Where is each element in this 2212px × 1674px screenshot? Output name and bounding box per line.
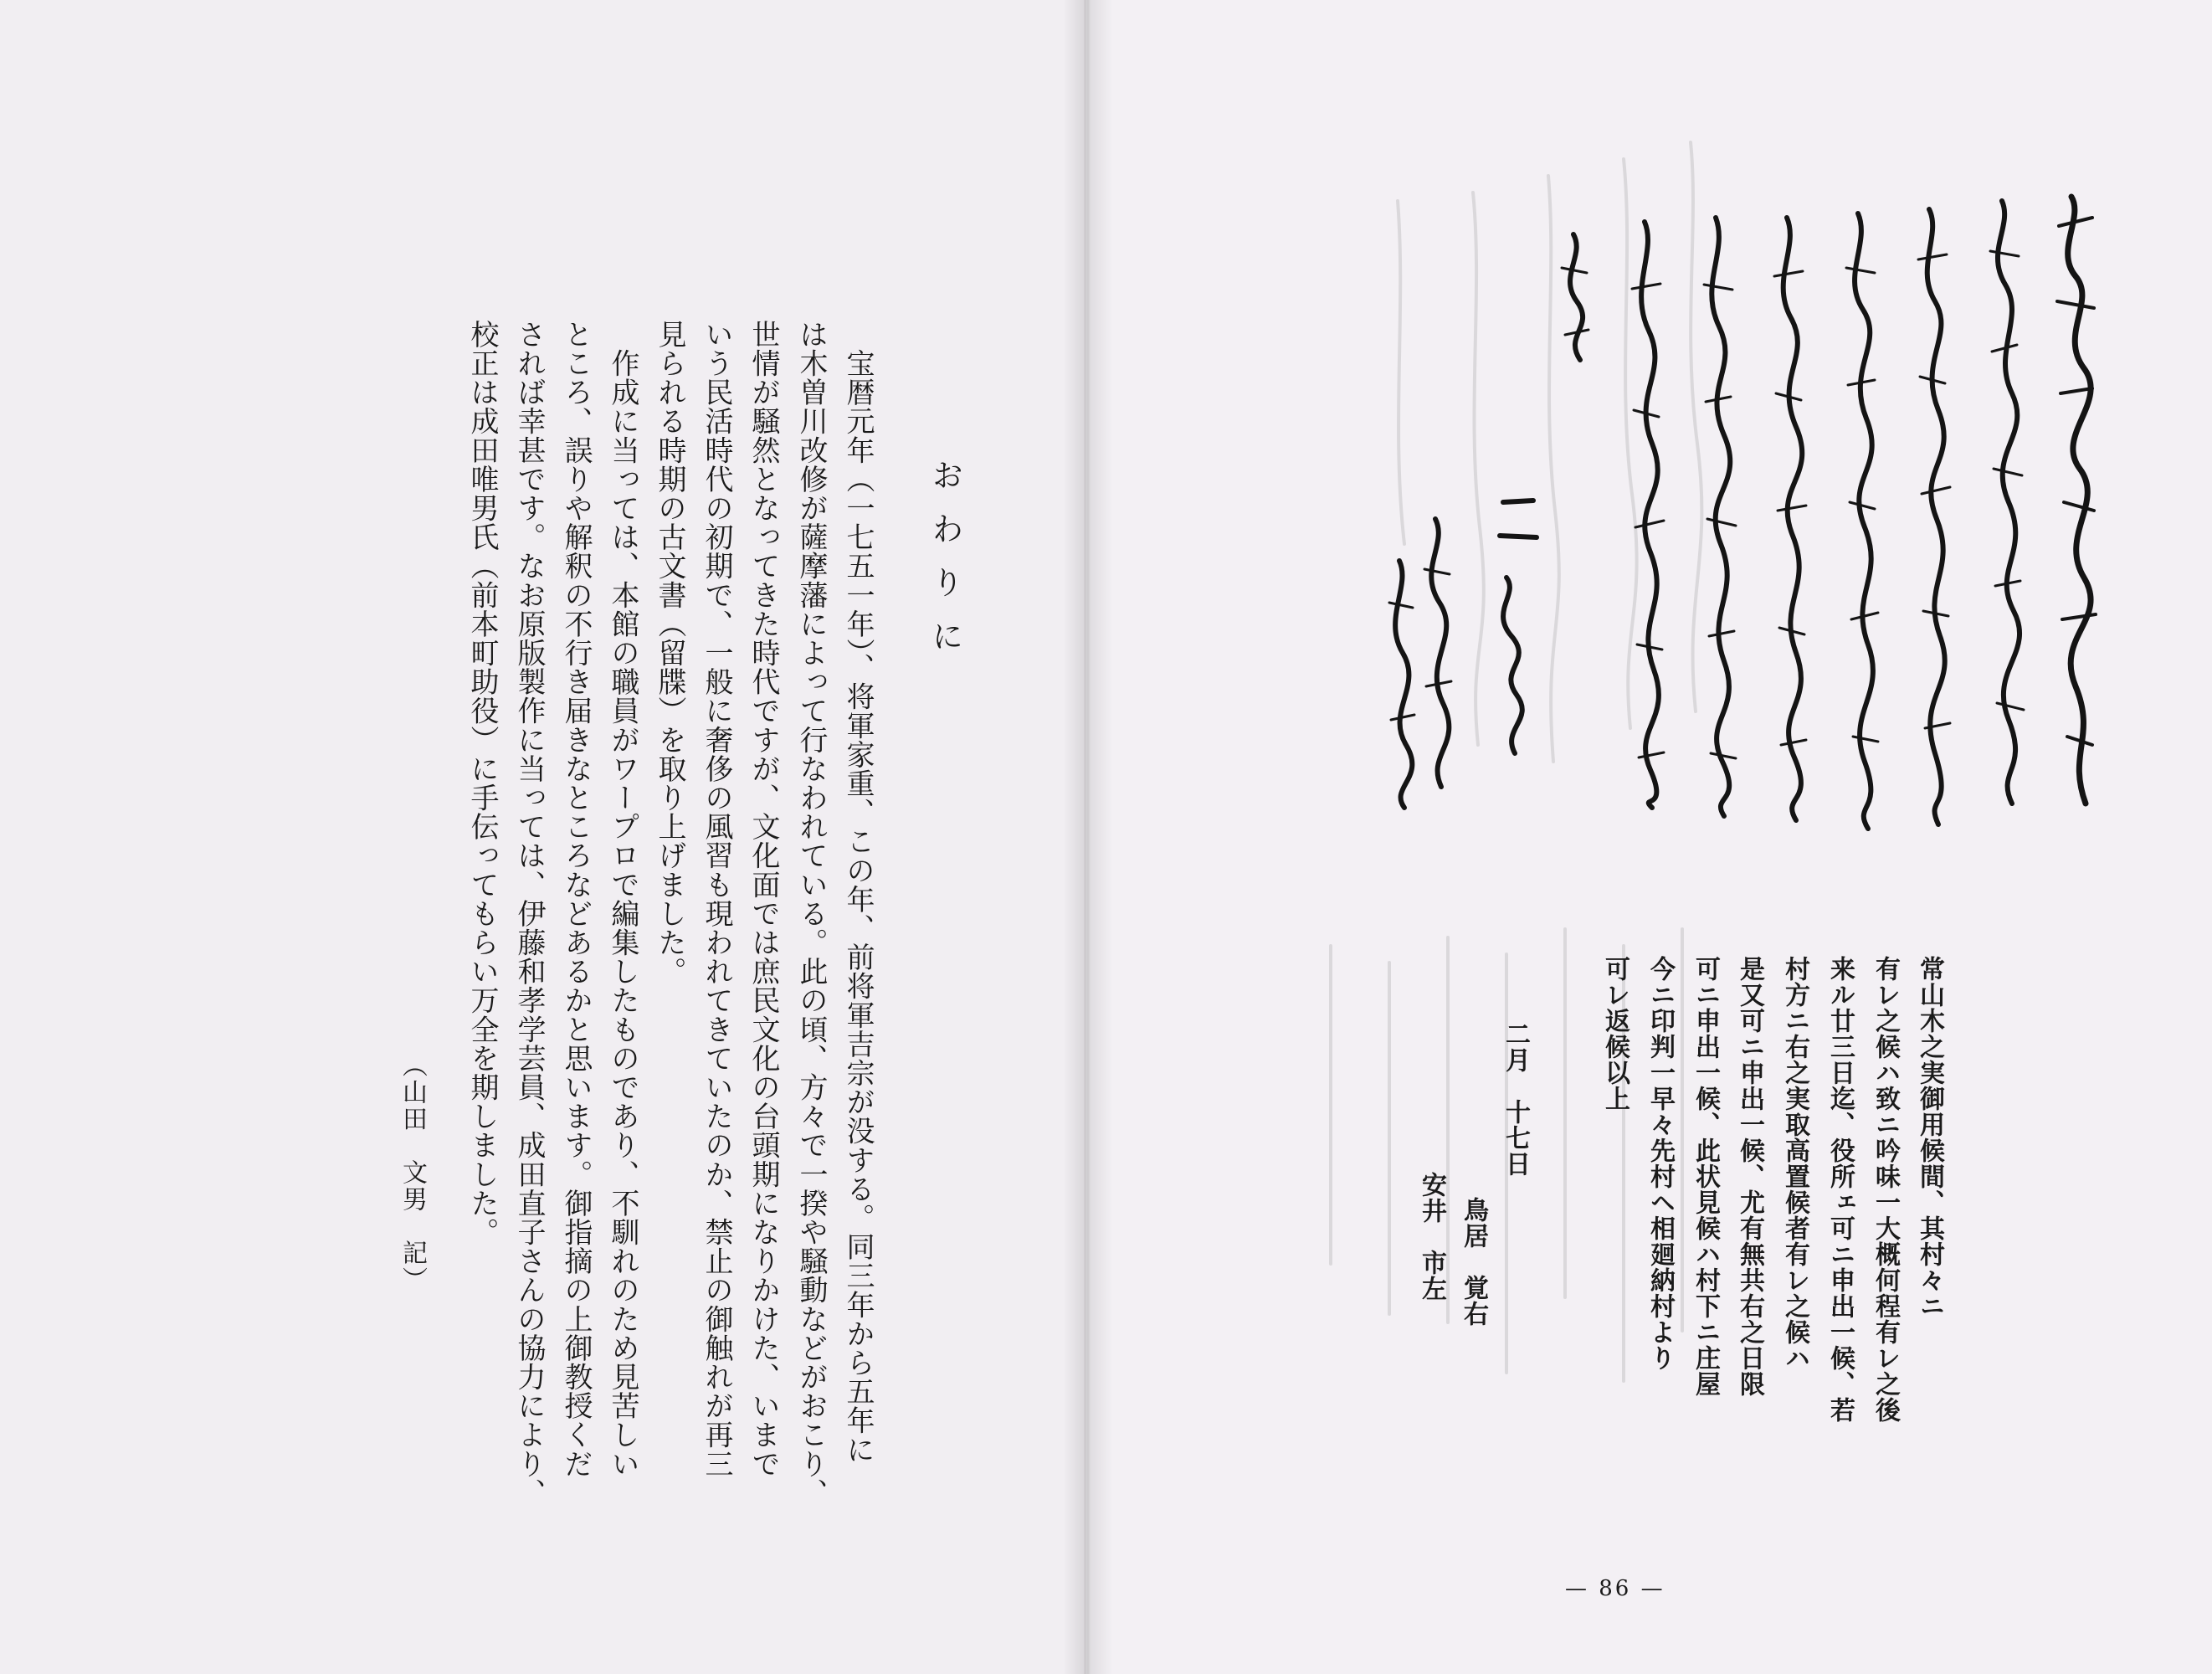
body-column: 世情が騒然となってきた時代ですが、文化面では庶民文化の台頭期になりかけた、いまで (747, 320, 780, 1478)
transcription-line: 可レ返候以上 (1600, 956, 1629, 1112)
document-date: 二月 十七日 (1501, 1021, 1530, 1177)
document-signer: 安井 市左 (1417, 1172, 1446, 1302)
transcription-line: 是又可ニ申出一候、尤有無共右之日限 (1735, 956, 1764, 1397)
manuscript-column (2068, 197, 2091, 804)
body-column: されば幸甚です。なお原版製作に当っては、伊藤和孝学芸員、成田直子さんの協力により、 (512, 320, 546, 1507)
transcription-line: 今ニ印判一早々先村ヘ相廻納村より (1645, 956, 1675, 1371)
body-column: 校正は成田唯男氏（前本町助役）に手伝ってもらい万全を期しました。 (465, 320, 499, 1247)
page-title: おわりに (926, 459, 963, 673)
page-number: — 86 — (1565, 1576, 1665, 1601)
transcription-line: 常山木之実御用候間、其村々ニ (1915, 956, 1944, 1319)
author-signature: （山田 文男 記） (398, 1052, 427, 1293)
transcription-line: 村方ニ右之実取高置候者有レ之候ハ (1780, 956, 1809, 1371)
manuscript-column (1998, 201, 2020, 804)
transcription-line: 来ル廿三日迄、役所ェ可ニ申出一候、若 (1825, 956, 1855, 1423)
body-column: 宝暦元年（一七五一年）、将軍家重、この年、前将軍吉宗が没する。同三年から五年に (841, 320, 875, 1464)
document-signer: 鳥居 覚右 (1459, 1197, 1488, 1327)
transcription-line: 可ニ申出一候、此状見候ハ村下ニ庄屋 (1691, 956, 1720, 1397)
transcription-line: 有レ之候ハ致ニ吟味一大概何程有レ之後 (1871, 956, 1900, 1423)
body-column: 作成に当っては、本館の職員がワープロで編集したものであり、不馴れのため見苦しい (606, 320, 639, 1478)
body-column: いう民活時代の初期で、一般に奢侈の風習も現われてきていたのか、禁止の御触れが再三 (700, 320, 733, 1478)
body-column: 見られる時期の古文書（留牒）を取り上げました。 (653, 320, 686, 986)
body-column: は木曽川改修が薩摩藩によって行なわれている。此の頃、方々で一揆や騒動などがおこり、 (794, 320, 828, 1507)
body-column: ところ、誤りや解釈の不行き届きなところなどあるかと思います。御指摘の上御教授くだ (559, 320, 593, 1478)
manuscript-column (1783, 218, 1803, 820)
manuscript-column (1927, 209, 1945, 824)
